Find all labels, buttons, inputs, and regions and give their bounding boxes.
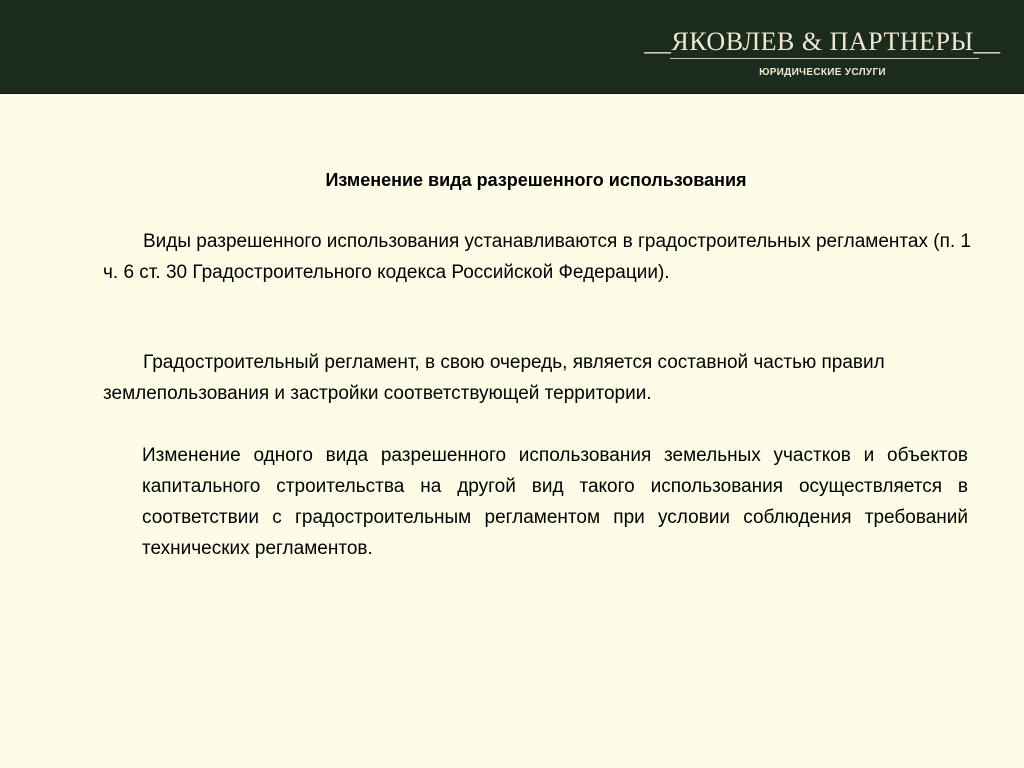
header-banner: [0, 0, 1024, 94]
page-title: Изменение вида разрешенного использования: [325, 170, 747, 190]
logo-name: __ЯКОВЛЕВ & ПАРТНЕРЫ__: [644, 27, 1001, 56]
company-logo: [640, 26, 1005, 86]
logo-rule: [670, 58, 979, 59]
paragraph-2: [103, 347, 973, 409]
paragraph-1-text: Виды разрешенного использования устанавливаются в градостроительных регламентах (п. 1 ч. 6 ст. 30 Градостроительного кодекса Российской Федерации).: [103, 231, 971, 283]
paragraph-1: [103, 226, 973, 288]
paragraph-2-text: Градостроительный регламент, в свою очередь, является составной частью правил землепользования и застройки соответствующей территории.: [103, 352, 885, 404]
logo-subtitle: ЮРИДИЧЕСКИЕ УСЛУГИ: [759, 67, 886, 78]
paragraph-3: Изменение одного вида разрешенного использования земельных участков и объектов капитального строительства на другой вид такого использования осуществляется в соответствии с градостроительным регламентом при условии соблюдения требований технических регламентов.: [142, 445, 968, 559]
